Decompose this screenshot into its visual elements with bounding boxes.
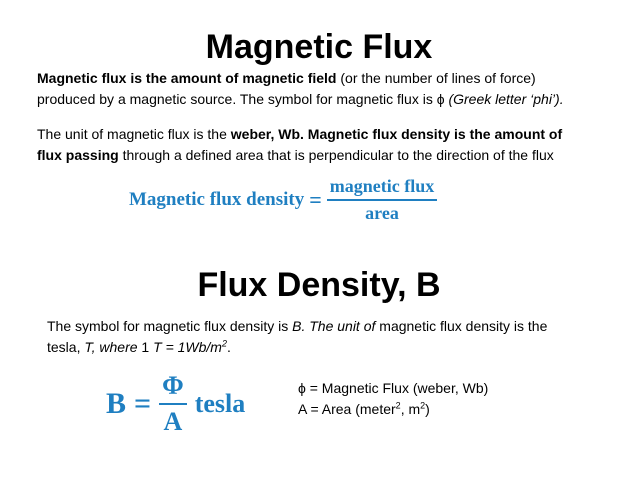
definition-text: produced by a magnetic source. The symbol for magnetic flux is ϕ (37, 91, 449, 107)
unit-text: The unit of magnetic flux is the (37, 126, 231, 142)
section-title-flux-density: Flux Density, B (197, 266, 441, 304)
density-line-1 (47, 316, 547, 337)
flux-density-paragraph (47, 316, 547, 358)
formula-equals: = (309, 187, 322, 212)
formula-lhs: B (106, 387, 127, 420)
unit-text: through a defined area that is perpendicular to the direction of the flux (118, 147, 554, 163)
fraction-bar (327, 199, 437, 201)
formula-legend (298, 378, 488, 420)
unit-bold-text: flux passing (37, 147, 119, 163)
legend-text: ) (425, 401, 430, 417)
legend-line-flux: ϕ = Magnetic Flux (weber, Wb) (298, 380, 489, 396)
formula-fraction (327, 176, 437, 224)
formula-numerator: magnetic flux (329, 176, 435, 196)
slide-title-magnetic-flux: Magnetic Flux (205, 28, 433, 66)
superscript: 2 (420, 400, 426, 411)
formula-fraction (159, 371, 187, 437)
superscript: 2 (395, 400, 401, 411)
density-italic-text: B. The unit of (292, 318, 376, 334)
density-italic-text: T, where (84, 339, 138, 355)
flux-density-word-formula (129, 176, 437, 224)
definition-italic-text: (Greek letter ‘phi’). (448, 91, 564, 107)
formula-lhs: Magnetic flux density (129, 189, 305, 210)
magnetic-flux-definition (37, 68, 564, 110)
density-text: magnetic flux density is the (375, 318, 548, 334)
legend-text: , m (400, 401, 421, 417)
formula-numerator: Φ (162, 371, 184, 400)
density-text: 1 (137, 339, 154, 355)
unit-line-2 (37, 145, 562, 166)
formula-equals: = (134, 387, 152, 420)
unit-line-1 (37, 124, 562, 145)
formula-unit: tesla (194, 389, 246, 418)
superscript: 2 (221, 338, 227, 349)
legend-line-area (298, 399, 488, 420)
density-text: . (227, 339, 231, 355)
definition-text: (or the number of lines of force) (336, 70, 536, 86)
tesla-formula (106, 369, 245, 439)
definition-bold-text: Magnetic flux is the amount of magnetic field (37, 70, 337, 86)
unit-bold-text: weber, Wb. Magnetic flux density is the amount of (230, 126, 563, 142)
definition-line-1 (37, 68, 564, 89)
formula-denominator: area (365, 203, 399, 223)
definition-line-2 (37, 89, 564, 110)
formula-denominator: A (163, 407, 183, 436)
density-text: The symbol for magnetic flux density is (47, 318, 293, 334)
density-line-2 (47, 337, 547, 358)
density-italic-text: T = 1Wb/m (153, 339, 222, 355)
flux-unit-paragraph (37, 124, 562, 166)
density-text: tesla, (47, 339, 85, 355)
fraction-bar (159, 403, 187, 405)
legend-text: A = Area (meter (298, 401, 396, 417)
